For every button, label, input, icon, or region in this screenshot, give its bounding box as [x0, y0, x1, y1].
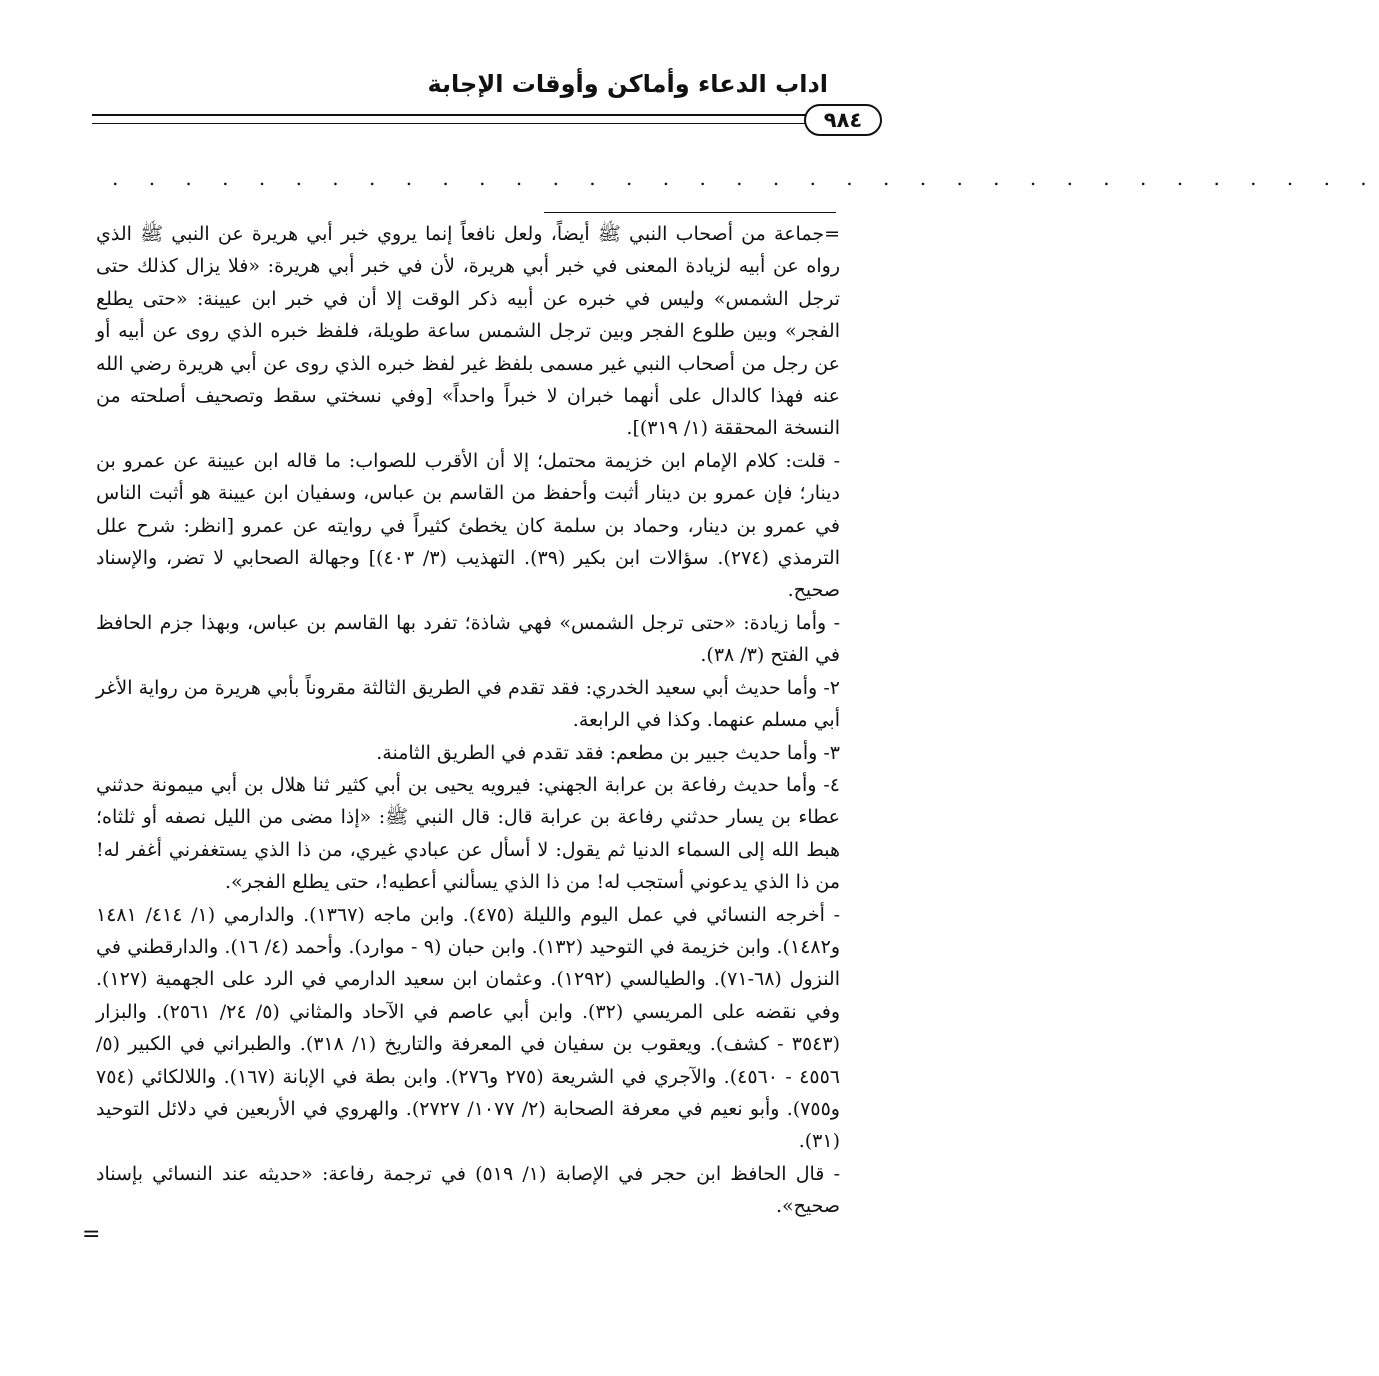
paragraph-ibn-khuzaymah-comment: =جماعة من أصحاب النبي ﷺ أيضاً، ولعل نافعاً إنما يروي خبر أبي هريرة عن النبي ﷺ الذي رواه عن أبيه لزيادة المعنى في خبر أبي هريرة، لأن في خبر أبي هريرة: «فلا يزال كذلك حتى ترجل الشمس» وليس في خبره عن أبيه ذكر الوقت إلا أن في خبر ابن عيينة: «حتى يطلع الفجر» وبين طلوع الفجر وبين ترجل الشمس ساعة طويلة، فلفظ خبره الذي روى عن أبيه أو عن رجل من أصحاب النبي غير مسمى بلفظ غير لفظ خبره الذي روى عن أبي هريرة رضي الله عنه فهذا كالدال على أنهما خبران لا خبراً واحداً» [وفي نسختي سقط وتصحيف أصلحته من النسخة المحققة (١/ ٣١٩)]. — [96, 223, 840, 440]
paragraph-abu-said-hadith: ٢- وأما حديث أبي سعيد الخدري: فقد تقدم في الطريق الثالثة مقروناً بأبي هريرة من رواية الأغر أبي مسلم عنهما. وكذا في الرابعة. — [96, 676, 840, 732]
paragraph-shadhdh-addition: - وأما زيادة: «حتى ترجل الشمس» فهي شاذة؛ تفرد بها القاسم بن عباس، وبهذا جزم الحافظ في الفتح (٣/ ٣٨). — [96, 611, 840, 667]
paragraph-author-note: - قلت: كلام الإمام ابن خزيمة محتمل؛ إلا أن الأقرب للصواب: ما قاله ابن عيينة عن عمرو بن دينار؛ فإن عمرو بن دينار أثبت وأحفظ من القاسم بن عباس، وسفيان ابن عيينة هو أثبت الناس في عمرو بن دينار، وحماد بن سلمة كان يخطئ كثيراً في روايته عن عمرو [انظر: شرح علل الترمذي (٢٧٤). سؤالات ابن بكير (٣٩). التهذيب (٣/ ٤٠٣)] وجهالة الصحابي لا تضر، والإسناد صحيح. — [96, 449, 840, 602]
paragraph-jubayr-hadith: ٣- وأما حديث جبير بن مطعم: فقد تقدم في الطريق الثامنة. — [376, 741, 840, 764]
page-number-badge — [804, 104, 882, 136]
header-rule — [92, 114, 806, 124]
footnote-rule — [544, 212, 836, 213]
dotted-separator: . . . . . . . . . . . . . . . . . . . . . . . . . . . . . . . . . . . — [112, 166, 1379, 190]
paragraph-rifaah-hadith: ٤- وأما حديث رفاعة بن عرابة الجهني: فيرويه يحيى بن أبي كثير ثنا هلال بن أبي ميمونة حدثني عطاء بن يسار حدثني رفاعة بن عرابة قال: قال النبي ﷺ: «إذا مضى من الليل نصفه أو ثلثاه؛ هبط الله إلى السماء الدنيا ثم يقول: لا أسأل عن عبادي غيري، من ذا الذي يستغفرني أغفر له! من ذا الذي يدعوني أستجب له! من ذا الذي يسألني أعطيه!، حتى يطلع الفجر». — [96, 773, 840, 894]
paragraph-takhrij: - أخرجه النسائي في عمل اليوم والليلة (٤٧٥). وابن ماجه (١٣٦٧). والدارمي (١/ ٤١٤/ ١٤٨١ و١٤٨٢). وابن خزيمة في التوحيد (١٣٢). وابن حبان (٩ - موارد). وأحمد (٤/ ١٦). والدارقطني في النزول (٦٨-٧١). والطيالسي (١٢٩٢). وعثمان ابن سعيد الدارمي في الرد على الجهمية (١٢٧). وفي نقضه على المريسي (٣٢). وابن أبي عاصم في الآحاد والمثاني (٥/ ٢٤/ ٢٥٦١). والبزار (٣٥٤٣ - كشف). ويعقوب بن سفيان في المعرفة والتاريخ (١/ ٣١٨). والطبراني في الكبير (٥/ ٤٥٥٦ - ٤٥٦٠). والآجري في الشريعة (٢٧٥ و٢٧٦). وابن بطة في الإبانة (١٦٧). واللالكائي (٧٥٤ و٧٥٥). وأبو نعيم في معرفة الصحابة (٢/ ١٠٧٧/ ٢٧٢٧). والهروي في الأربعين في دلائل التوحيد (٣١). — [96, 903, 840, 1153]
paragraph-ibn-hajar-verdict: - قال الحافظ ابن حجر في الإصابة (١/ ٥١٩) في ترجمة رفاعة: «حديثه عند النسائي بإسناد صحيح». — [96, 1162, 840, 1218]
footnote-body — [96, 218, 840, 1223]
running-title: اداب الدعاء وأماكن وأوقات الإجابة — [427, 70, 828, 98]
continuation-mark: = — [82, 1222, 101, 1247]
page-number: ٩٨٤ — [823, 108, 863, 132]
